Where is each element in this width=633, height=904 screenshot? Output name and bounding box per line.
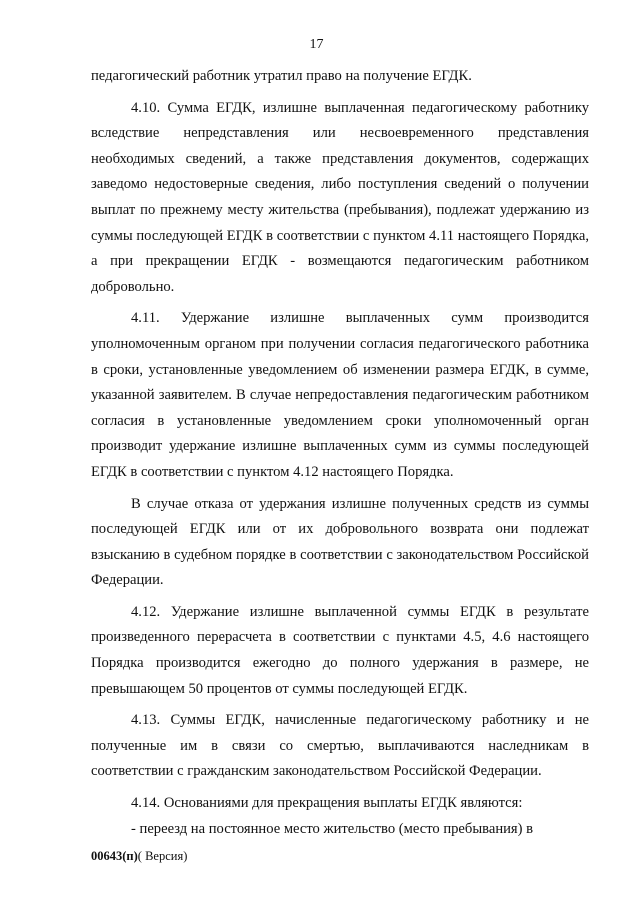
list-item-relocation: - переезд на постоянное место жительство (место пребывания) в — [131, 820, 534, 837]
paragraph-4-10: 4.10. Сумма ЕГДК, излишне выплаченная педагогическому работнику вследствие непредставления или несвоевременного представления необходимых сведений, а также представления документов, содержащих заведомо недостоверные сведения, либо поступления сведений о получении выплат по прежнему месту жительства (пребывания), подлежат удержанию из суммы последующей ЕГДК в соответствии с пунктом 4.11 настоящего Порядка, а при прекращении ЕГДК - возмещаются педагогическим работником добровольно. — [91, 99, 589, 295]
paragraph-4-13: 4.13. Суммы ЕГДК, начисленные педагогическому работнику и не полученные им в связи со смертью, выплачиваются наследникам в соответствии с гражданским законодательством Российской Федерации. — [91, 712, 589, 780]
document-code: 00643(п) — [91, 849, 138, 863]
document-version: ( Версия) — [137, 849, 188, 863]
page-number: 17 — [309, 37, 324, 52]
paragraph-4-12: 4.12. Удержание излишне выплаченной суммы ЕГДК в результате произведенного перерасчета в соответствии с пунктами 4.5, 4.6 настоящего Порядка производится ежегодно до полного удержания в размере, не превышающем 50 процентов от суммы последующей ЕГДК. — [91, 603, 589, 697]
document-body — [91, 64, 589, 842]
paragraph-continuation: педагогический работник утратил право на получение ЕГДК. — [91, 68, 472, 84]
paragraph-4-14: 4.14. Основаниями для прекращения выплаты ЕГДК являются: — [131, 795, 523, 812]
document-footer — [91, 848, 187, 864]
paragraph-refusal: В случае отказа от удержания излишне полученных средств из суммы последующей ЕГДК или от их добровольного возврата они подлежат взысканию в судебном порядке в соответствии с законодательством Российской Федерации. — [91, 495, 589, 589]
paragraph-4-11: 4.11. Удержание излишне выплаченных сумм производится уполномоченным органом при получении согласия педагогического работника в сроки, установленные уведомлением об изменении размера ЕГДК, в сумме, указанной заявителем. В случае непредоставления педагогическим работником согласия в установленные уведомлением сроки уполномоченный орган производит удержание излишне выплаченных сумм из суммы последующей ЕГДК в соответствии с пунктом 4.12 настоящего Порядка. — [91, 310, 589, 480]
